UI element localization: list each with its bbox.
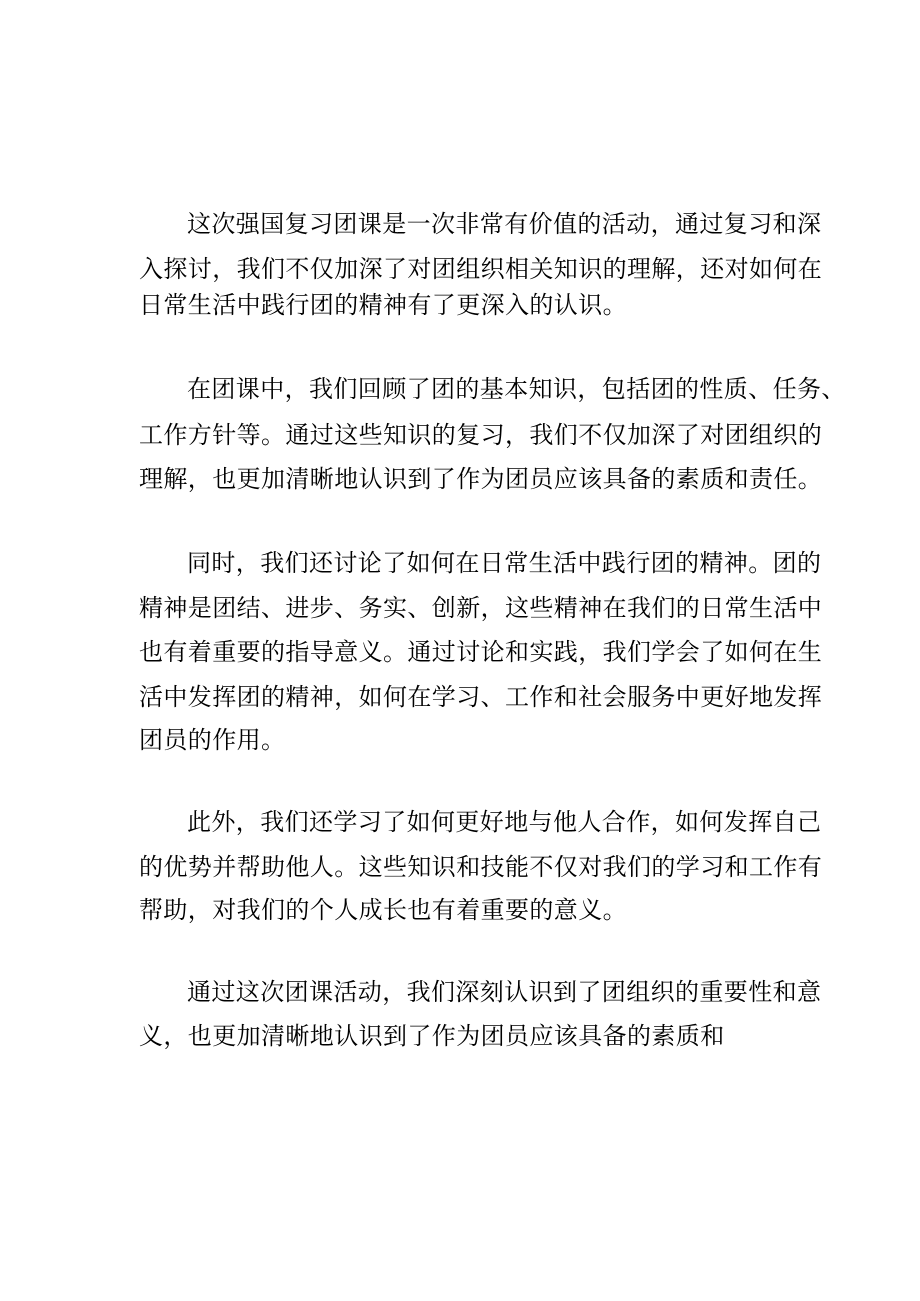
- paragraph-line: 精神是团结、进步、务实、创新，这些精神在我们的日常生活中: [139, 594, 823, 622]
- paragraph-line: 同时，我们还讨论了如何在日常生活中践行团的精神。团的: [187, 549, 822, 577]
- paragraph-line: 通过这次团课活动，我们深刻认识到了团组织的重要性和意: [187, 978, 822, 1006]
- paragraph-line: 工作方针等。通过这些知识的复习，我们不仅加深了对团组织的: [139, 421, 823, 449]
- paragraph-line: 义，也更加清晰地认识到了作为团员应该具备的素质和: [139, 1022, 725, 1050]
- paragraph-line: 活中发挥团的精神，如何在学习、工作和社会服务中更好地发挥: [139, 683, 823, 711]
- paragraph-line: 在团课中，我们回顾了团的基本知识，包括团的性质、任务、: [187, 375, 846, 403]
- paragraph-line: 的优势并帮助他人。这些知识和技能不仅对我们的学习和工作有: [139, 853, 823, 881]
- paragraph-line: 入探讨，我们不仅加深了对团组织相关知识的理解，还对如何在: [139, 255, 823, 283]
- paragraph-line: 日常生活中践行团的精神有了更深入的认识。: [139, 291, 627, 319]
- paragraph-line: 理解，也更加清晰地认识到了作为团员应该具备的素质和责任。: [139, 465, 823, 493]
- paragraph-line: 此外，我们还学习了如何更好地与他人合作，如何发挥自己: [187, 808, 822, 836]
- paragraph-line: 团员的作用。: [139, 726, 286, 754]
- paragraph-line: 帮助，对我们的个人成长也有着重要的意义。: [139, 896, 627, 924]
- paragraph-line: 这次强国复习团课是一次非常有价值的活动，通过复习和深: [187, 210, 822, 238]
- paragraph-line: 也有着重要的指导意义。通过讨论和实践，我们学会了如何在生: [139, 638, 823, 666]
